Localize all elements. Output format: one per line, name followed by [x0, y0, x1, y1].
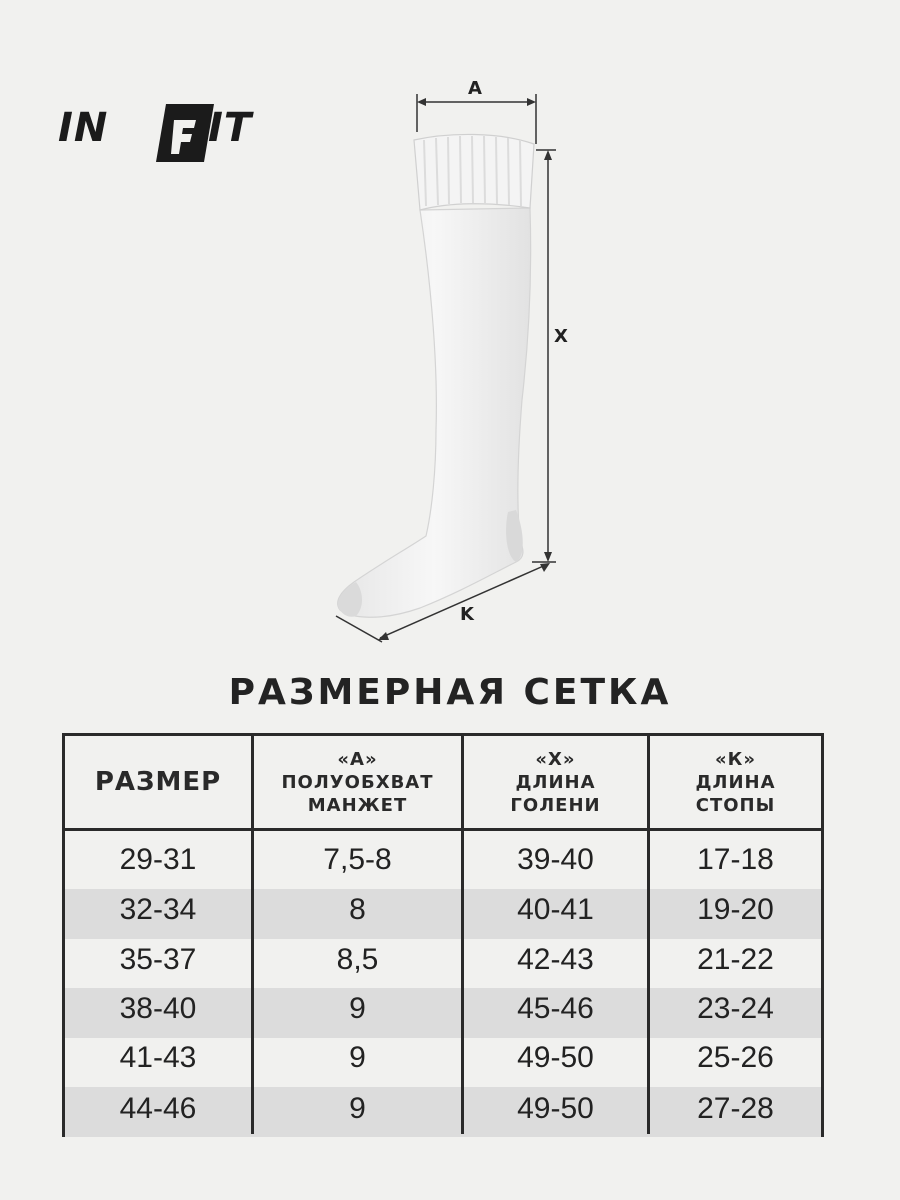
table-row [65, 835, 821, 885]
sock-illustration [320, 70, 600, 660]
cell-k: 25-26 [697, 1040, 774, 1074]
cell-x: 40-41 [517, 892, 594, 926]
header-a-line3: МАНЖЕТ [307, 794, 408, 816]
cell-x: 49-50 [517, 1091, 594, 1125]
table-header [65, 736, 821, 831]
table-row [65, 984, 821, 1034]
header-x [464, 736, 647, 828]
cell-k: 19-20 [697, 892, 774, 926]
header-x-line1: «Х» [535, 748, 576, 770]
cell-a: 9 [349, 991, 366, 1025]
header-k-line3: СТОПЫ [695, 794, 776, 816]
cell-x: 49-50 [517, 1040, 594, 1074]
dimension-label-k: K [460, 604, 474, 625]
header-a [254, 736, 461, 828]
header-a-line2: ПОЛУОБХВАТ [281, 771, 434, 793]
cell-a: 8 [349, 892, 366, 926]
header-k-line1: «К» [715, 748, 756, 770]
cell-size: 38-40 [119, 991, 197, 1025]
dimension-label-x: X [554, 326, 568, 347]
table-row [65, 885, 821, 935]
dimension-label-a: A [468, 78, 482, 99]
table-row [65, 935, 821, 985]
cell-a: 8,5 [336, 942, 379, 976]
header-k [650, 736, 821, 828]
cell-k: 23-24 [697, 991, 774, 1025]
cell-a: 7,5-8 [323, 842, 392, 876]
cell-k: 27-28 [697, 1091, 774, 1125]
page-title: РАЗМЕРНАЯ СЕТКА [228, 672, 672, 713]
header-size-text: РАЗМЕР [94, 766, 222, 797]
header-a-line1: «А» [337, 748, 378, 770]
cell-size: 44-46 [119, 1091, 197, 1125]
cell-k: 17-18 [697, 842, 774, 876]
cell-size: 32-34 [119, 892, 197, 926]
cell-k: 21-22 [697, 942, 774, 976]
header-k-line2: ДЛИНА [695, 771, 776, 793]
header-size [65, 736, 251, 828]
cell-a: 9 [349, 1040, 366, 1074]
table-row [65, 1084, 821, 1134]
brand-logo [58, 100, 274, 166]
table-row [65, 1033, 821, 1083]
sock-diagram [320, 70, 600, 660]
logo-text-left: IN [58, 105, 109, 151]
cell-size: 41-43 [119, 1040, 197, 1074]
size-table [62, 733, 824, 1137]
cell-x: 42-43 [517, 942, 594, 976]
cell-x: 45-46 [517, 991, 594, 1025]
logo-text-right: IT [208, 105, 253, 151]
cell-size: 29-31 [119, 842, 197, 876]
header-x-line2: ДЛИНА [515, 771, 596, 793]
cell-x: 39-40 [517, 842, 594, 876]
header-x-line3: ГОЛЕНИ [510, 794, 601, 816]
cell-a: 9 [349, 1091, 366, 1125]
cell-size: 35-37 [119, 942, 197, 976]
